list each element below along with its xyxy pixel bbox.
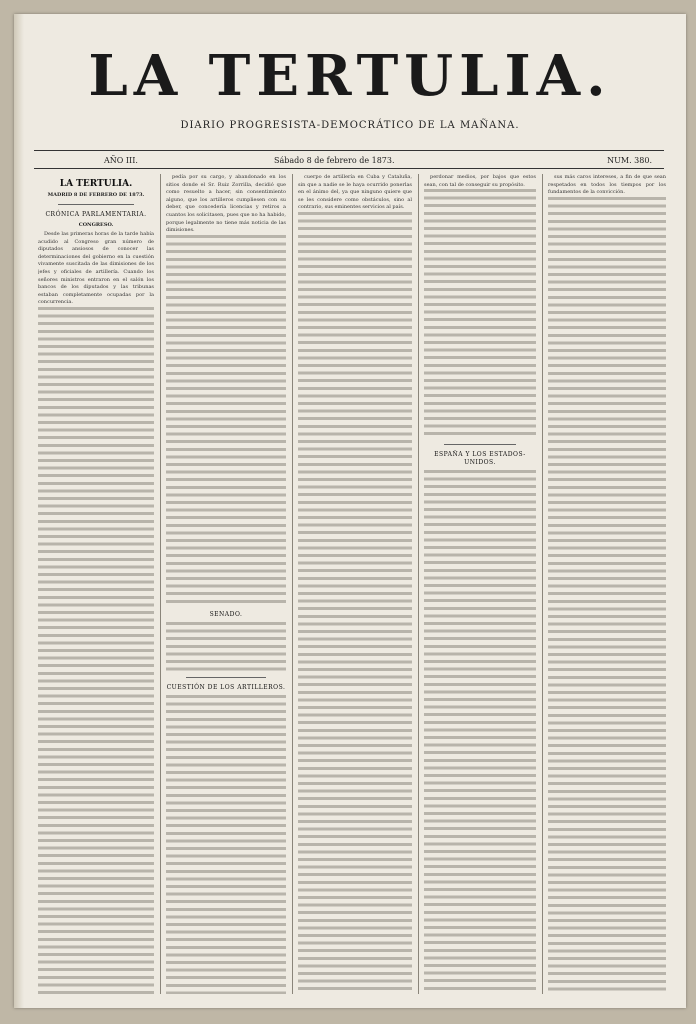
newspaper-masthead: LA TERTULIA. — [88, 43, 612, 109]
newspaper-page — [14, 14, 686, 1008]
article-body-lines — [424, 470, 536, 994]
article-body-lines — [166, 235, 286, 605]
header-rule-bottom — [34, 168, 664, 169]
issue-info-strip — [34, 154, 664, 168]
column-dateline: MADRID 8 DE FEBRERO DE 1873. — [47, 192, 145, 198]
article-body-lines — [38, 307, 154, 994]
page-fold-shadow — [14, 14, 24, 1008]
section-heading: CRÓNICA PARLAMENTARIA. — [45, 211, 147, 218]
issue-date: Sábado 8 de febrero de 1873. — [274, 156, 395, 165]
section-label: CONGRESO. — [78, 222, 114, 228]
article-body-lines — [166, 695, 286, 994]
article-text: Desde las primeras horas de la tarde había acudido al Congreso gran número de diputados ansiosos de conocer las determinaciones del gobierno en la cuestión vivamente suscitada de las dimisiones de los jefes y oficiales de artillería. Cuando los señores ministros entraron en el salón los bancos de los diputados y las tribunas estaban completamente ocupadas por la concurrencia. — [38, 231, 154, 306]
issue-year: AÑO III. — [104, 156, 138, 165]
newspaper-subtitle: DIARIO PROGRESISTA-DEMOCRÁTICO DE LA MAÑANA. — [180, 120, 520, 131]
column-rule — [160, 174, 161, 994]
article-text: sus más caros intereses, a fin de que sean respetados en todos los tiempos por los fundamentos de la convicción. — [548, 174, 666, 196]
column-2 — [166, 174, 286, 994]
divider — [444, 444, 516, 445]
column-heading: LA TERTULIA. — [59, 179, 133, 189]
divider — [58, 204, 134, 205]
column-5 — [548, 174, 666, 994]
article-text: pedía por su cargo, y abandonado en los sitios donde el Sr. Ruiz Zorrilla, decidió que como resuelto a hacer, sin consentimiento alguno, que los artilleros cumpliesen con su deber, que concedería licencias y retiros a cuantos los solicitasen, pues que no ha habido, porque legalmente no tiene más noticia de las dimisiones. — [166, 174, 286, 234]
divider — [186, 677, 266, 678]
header-rule-top — [34, 150, 664, 151]
article-body-lines — [424, 189, 536, 439]
column-4 — [424, 174, 536, 994]
issue-number: NUM. 380. — [607, 156, 652, 165]
column-rule — [418, 174, 419, 994]
column-1 — [38, 174, 154, 994]
section-label: SENADO. — [209, 610, 243, 618]
article-body-lines — [548, 197, 666, 994]
section-heading: CUESTIÓN DE LOS ARTILLEROS. — [166, 683, 286, 691]
section-heading: ESPAÑA Y LOS ESTADOS-UNIDOS. — [434, 451, 526, 467]
article-body-lines — [298, 212, 412, 994]
article-text: perdonar medios, por bajos que estos sean, con tal de conseguir su propósito. — [424, 174, 536, 188]
column-rule — [292, 174, 293, 994]
article-text: cuerpo de artillería en Cuba y Cataluña, sin que a nadie se le haya ocurrido ponerlas en el ánimo del, ya que ninguno quiere que se les considere como obstáculos, sino al contrario, sus eminentes servicios al país. — [298, 174, 412, 211]
article-body-lines — [166, 622, 286, 672]
column-3 — [298, 174, 412, 994]
column-rule — [542, 174, 543, 994]
